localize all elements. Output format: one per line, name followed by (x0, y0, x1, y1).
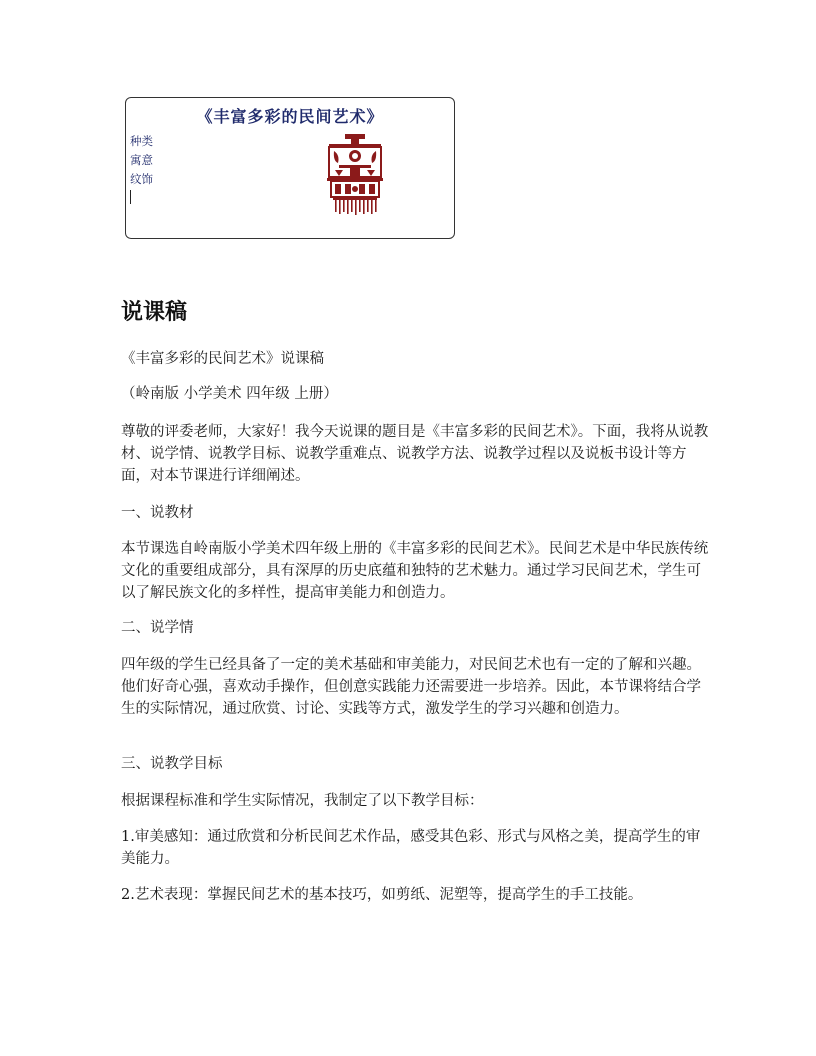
paragraph-objective-2: 2.艺术表现：掌握民间艺术的基本技巧，如剪纸、泥塑等，提高学生的手工技能。 (121, 887, 643, 903)
paragraph-objectives-intro: 根据课程标准和学生实际情况，我制定了以下教学目标： (121, 793, 484, 809)
board-item: 纹饰 (130, 172, 153, 186)
board-title: 《丰富多彩的民间艺术》 (196, 107, 384, 126)
paragraph-intro: 尊敬的评委老师，大家好！我今天说课的题目是《丰富多彩的民间艺术》。下面，我将从说教材、说学情、说教学目标、说教学重难点、说教学方法、说教学过程以及说板书设计等方面，对本节课进行详细阐述。 (121, 424, 709, 484)
text-cursor (130, 190, 131, 204)
paragraph-edition: （岭南版 小学美术 四年级 上册） (121, 386, 338, 402)
paragraph-objective-1: 1.审美感知：通过欣赏和分析民间艺术作品，感受其色彩、形式与风格之美，提高学生的审美能力。 (121, 829, 701, 867)
section-heading-objectives: 三、说教学目标 (121, 756, 223, 772)
board-item: 种类 (130, 134, 153, 148)
paragraph-textbook: 本节课选自岭南版小学美术四年级上册的《丰富多彩的民间艺术》。民间艺术是中华民族传统文化的重要组成部分，具有深厚的历史底蕴和独特的艺术魅力。通过学习民间艺术，学生可以了解民族文化的多样性，提高审美能力和创造力。 (121, 541, 709, 601)
section-heading-textbook: 一、说教材 (121, 505, 194, 521)
section-heading-students: 二、说学情 (121, 620, 194, 636)
paragraph-students: 四年级的学生已经具备了一定的美术基础和审美能力，对民间艺术也有一定的了解和兴趣。他们好奇心强，喜欢动手操作，但创意实践能力还需要进一步培养。因此，本节课将结合学生的实际情况，通过欣赏、讨论、实践等方式，激发学生的学习兴趣和创造力。 (121, 657, 701, 717)
blackboard-design (125, 97, 455, 239)
paragraph-title: 《丰富多彩的民间艺术》说课稿 (121, 351, 324, 367)
board-item: 寓意 (130, 153, 153, 167)
board-item-list (130, 132, 153, 189)
document-heading: 说课稿 (121, 300, 188, 325)
paper-cut-folk-art-icon (325, 134, 385, 216)
